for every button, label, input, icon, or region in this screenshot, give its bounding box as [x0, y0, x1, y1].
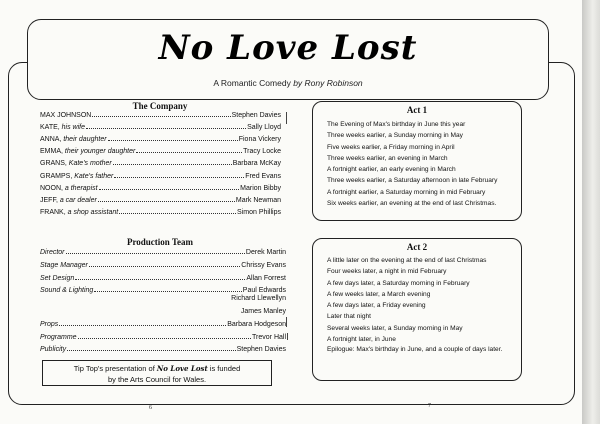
scene-line: Several weeks later, a Sunday morning in May	[327, 324, 463, 332]
act2-box	[312, 238, 522, 381]
crew-row	[40, 332, 286, 342]
leader-dots	[108, 134, 238, 141]
crew-role: Stage Manager	[40, 262, 88, 269]
leader-dots	[99, 183, 240, 190]
crew-role: Programme	[40, 334, 77, 341]
leader-dots	[136, 146, 242, 153]
crew-row	[40, 319, 286, 329]
scene-line: A fortnight later, in June	[327, 336, 396, 344]
page-number-left: 6	[149, 405, 152, 411]
character-name: ANNA, their daughter	[40, 136, 107, 144]
actor-name: Fiona Vickery	[238, 136, 281, 144]
crew-row	[40, 247, 286, 257]
leader-dots	[119, 207, 236, 214]
leader-dots	[114, 171, 244, 178]
character-name: MAX JOHNSON	[40, 112, 92, 119]
leader-dots	[113, 158, 232, 165]
crew-name: Stephen Davies	[236, 346, 286, 353]
character-name: EMMA, their younger daughter	[40, 148, 136, 156]
crew-role: Sound & Lighting	[40, 287, 94, 294]
cast-row	[40, 158, 281, 168]
cast-row	[40, 110, 281, 120]
scene-line: Five weeks earlier, a Friday morning in April	[327, 143, 455, 151]
scene-line: Three weeks earlier, a Saturday afternoon in late February	[327, 177, 498, 185]
scene-line: The Evening of Max's birthday in June this year	[327, 121, 466, 128]
cast-row	[40, 146, 281, 156]
page-number-right: 7	[428, 403, 431, 409]
show-title: No Love Lost	[158, 28, 418, 68]
crew-extra-name: Richard Llewellyn	[231, 295, 286, 302]
fold-mark	[286, 317, 287, 327]
cast-row	[40, 207, 281, 217]
crew-name: Allan Forrest	[246, 275, 286, 282]
title-banner	[27, 19, 549, 100]
crew-role: Props	[40, 321, 59, 328]
scene-line: A few days later, a Saturday morning in February	[327, 279, 470, 287]
crew-name: Paul Edwards	[242, 287, 286, 294]
act1-scenes	[327, 119, 513, 209]
leader-dots	[86, 122, 246, 129]
crew-name: Barbara Hodgeson	[227, 321, 286, 328]
leader-dots	[66, 247, 245, 254]
scene-line: A fortnight earlier, an early evening in March	[327, 166, 456, 174]
cast-row	[40, 134, 281, 144]
actor-name: Stephen Davies	[231, 112, 281, 119]
scene-line: Three weeks earlier, a Sunday morning in May	[327, 132, 463, 140]
character-name: GRANS, Kate's mother	[40, 160, 112, 168]
actor-name: Marion Bibby	[240, 184, 281, 192]
show-subtitle: A Romantic Comedy by Rony Robinson	[213, 78, 363, 88]
scene-line: Epilogue: Max's birthday in June, and a couple of days later.	[327, 346, 503, 354]
scene-line: A few weeks later, a March evening	[327, 290, 431, 298]
actor-name: Fred Evans	[245, 172, 281, 180]
company-heading: The Company	[132, 101, 188, 111]
scene-line: A few days later, a Friday evening	[327, 302, 426, 310]
act1-heading: Act 1	[406, 105, 428, 115]
crew-name: Chrissy Evans	[241, 262, 286, 269]
actor-name: Tracy Locke	[243, 148, 281, 156]
cast-row	[40, 195, 281, 205]
crew-row	[40, 273, 286, 283]
fold-mark	[286, 112, 287, 124]
character-name: KATE, his wife	[40, 124, 85, 132]
crew-row	[40, 260, 286, 270]
leader-dots	[92, 110, 230, 117]
crew-extra-name: James Manley	[240, 308, 286, 315]
cast-row	[40, 171, 281, 181]
page-edge	[582, 0, 600, 424]
leader-dots	[89, 260, 240, 267]
character-name: GRAMPS, Kate's father	[40, 172, 114, 180]
scene-line: Three weeks earlier, an evening in March	[327, 154, 448, 162]
production-heading: Production Team	[126, 237, 194, 247]
actor-name: Simon Phillips	[237, 208, 281, 216]
actor-name: Mark Newman	[235, 196, 281, 204]
act2-heading: Act 2	[406, 242, 428, 252]
leader-dots	[98, 195, 235, 202]
leader-dots	[59, 319, 226, 326]
scene-line: A fortnight earlier, a Saturday morning in mid February	[327, 188, 486, 196]
leader-dots	[67, 344, 236, 351]
crew-role: Director	[40, 249, 65, 256]
scene-line: A little later on the evening at the end of last Christmas	[327, 257, 487, 264]
crew-role: Set Design	[40, 275, 75, 282]
cast-row	[40, 183, 281, 193]
leader-dots	[75, 273, 245, 280]
character-name: NOON, a therapist	[40, 184, 98, 192]
crew-name: Derek Martin	[245, 249, 286, 256]
fold-mark	[287, 333, 288, 340]
crew-name: Trevor Hall	[252, 334, 286, 341]
scene-line: Later that night	[327, 313, 371, 321]
act2-scenes	[327, 255, 513, 354]
act1-box	[312, 101, 522, 221]
actor-name: Barbara McKay	[232, 160, 281, 168]
leader-dots	[94, 285, 241, 292]
crew-row	[40, 344, 286, 354]
cast-row	[40, 122, 281, 132]
character-name: FRANK, a shop assistant	[40, 208, 119, 216]
funding-credit: Tip Top's presentation of No Love Lost is funded by the Arts Council for Wales.	[42, 360, 272, 386]
crew-role: Publicity	[40, 346, 67, 353]
actor-name: Sally Lloyd	[247, 124, 281, 132]
character-name: JEFF, a car dealer	[40, 196, 97, 204]
scene-line: Four weeks later, a night in mid February	[327, 268, 447, 276]
leader-dots	[78, 332, 251, 339]
scene-line: Six weeks earlier, an evening at the end of last Christmas.	[327, 200, 497, 208]
